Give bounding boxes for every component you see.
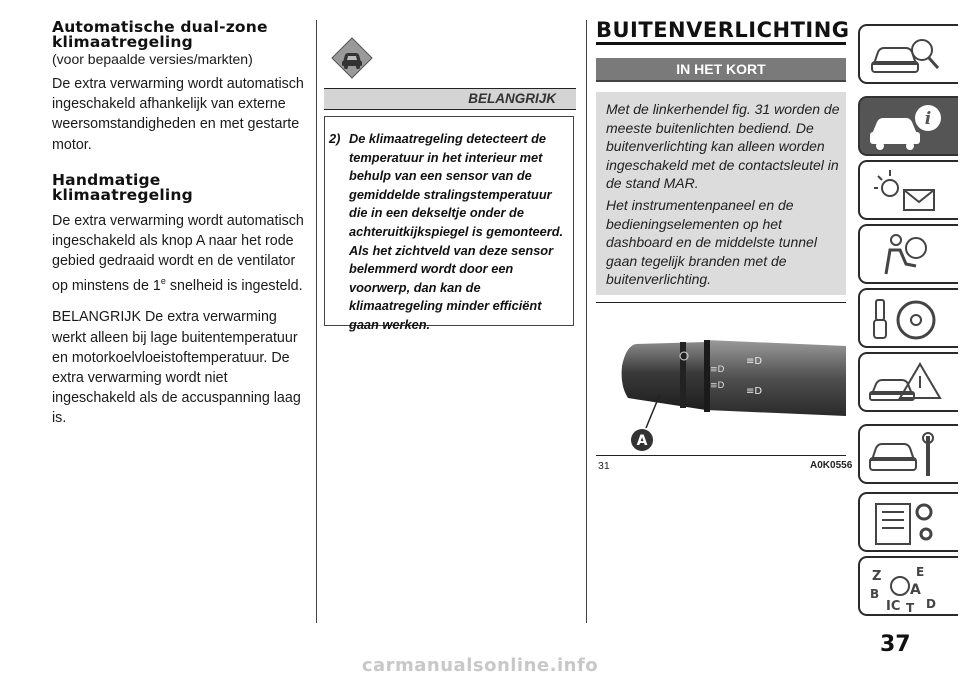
column-divider-2 (586, 20, 587, 623)
svg-text:≡D: ≡D (710, 381, 725, 391)
figure-number: 31 (598, 460, 610, 472)
svg-text:i: i (924, 109, 932, 129)
car-search-icon (866, 30, 946, 82)
paragraph-important: BELANGRIJK De extra verwarming werkt alleen bij lage buitentemperatuur en motorkoelvloeistoftemperatuur. De extra verwarming wordt niet ingeschakeld als de accuspanning laag is. (52, 309, 301, 427)
light-stalk-figure (596, 306, 846, 454)
figure-top-rule (596, 302, 846, 303)
svg-text:T: T (906, 601, 915, 614)
in-het-kort-header (596, 58, 846, 82)
tab-technical-data[interactable] (858, 492, 958, 552)
watermark: carmanualsonline.info (361, 655, 599, 676)
svg-text:D: D (926, 597, 936, 611)
paragraph-manual-climate: De extra verwarming wordt automatisch ingeschakeld als knop A naar het rode gebied gedraaid wordt en de ventilator op minstens de 1e snelheid is ingesteld. (52, 212, 304, 295)
svg-text:E: E (916, 565, 925, 579)
car-maintenance-icon (866, 430, 946, 482)
column-divider-1 (316, 20, 317, 623)
tab-car-search[interactable] (858, 24, 958, 84)
important-note (329, 130, 571, 335)
note-text: De klimaatregeling detecteert de temperatuur in het interieur met behulp van een sensor van de gemiddelde stralingstemperatuur die in een dekseltje onder de achteruitkijkspiegel is gemonteerd. Als het zichtveld van deze sensor belemmerd wordt door een voorwerp, dan kan de klimaatregeling minder efficiënt gaan werken. (349, 131, 564, 332)
page-number: 37 (880, 632, 911, 657)
title-underline (596, 42, 846, 45)
summary-box (596, 92, 846, 295)
tab-key-steering[interactable] (858, 288, 958, 348)
tab-alphabetical-index[interactable] (858, 556, 958, 616)
heading-manual-climate: Handmatige klimaatregeling (52, 170, 193, 204)
key-steering-wheel-icon (866, 294, 946, 346)
summary-paragraph-2: Het instrumentenpaneel en de bedieningselementen op het dashboard en de middelste tunnel gaan tegelijk branden met de buitenverlichting. (606, 197, 817, 287)
tab-car-emergency[interactable] (858, 352, 958, 412)
car-info-icon (866, 102, 946, 154)
figure-callout-a: A (636, 433, 648, 449)
technical-data-icon (866, 498, 946, 550)
svg-text:A: A (910, 582, 921, 598)
svg-text:≡D: ≡D (746, 356, 763, 367)
alphabetical-index-icon (866, 562, 946, 614)
heading-dual-zone-subtitle: (voor bepaalde versies/markten) (52, 51, 253, 67)
svg-text:≡D: ≡D (746, 386, 763, 397)
tab-airbag-seat[interactable] (858, 224, 958, 284)
left-column (52, 20, 306, 440)
tab-car-maintenance[interactable] (858, 424, 958, 484)
note-number: 2) (329, 131, 341, 146)
paragraph-dual-zone: De extra verwarming wordt automatisch ingeschakeld afhankelijk van externe weersomstandigheden en met gestarte motor. (52, 76, 304, 153)
heading-dual-zone: Automatische dual-zone klimaatregeling (52, 18, 268, 51)
section-title: BUITENVERLICHTING (596, 18, 850, 42)
car-emergency-icon (866, 358, 946, 410)
in-het-kort-title: IN HET KORT (676, 61, 766, 77)
warning-lights-icon (866, 166, 946, 218)
airbag-seat-icon (866, 230, 946, 282)
svg-text:≡D: ≡D (710, 365, 725, 375)
svg-text:B: B (870, 587, 880, 601)
figure-bottom-rule (596, 455, 846, 456)
svg-text:IC: IC (886, 599, 901, 614)
tab-warning-lights[interactable] (858, 160, 958, 220)
important-header (324, 88, 576, 110)
caution-car-icon (330, 36, 374, 80)
tab-car-info[interactable] (858, 96, 958, 156)
figure-code: A0K0556 (810, 460, 853, 471)
svg-text:Z: Z (872, 569, 882, 584)
important-title: BELANGRIJK (468, 91, 556, 106)
summary-paragraph-1: Met de linkerhendel fig. 31 worden de meeste buitenlichten bediend. De buitenverlichting kan alleen worden ingeschakeld met de contactsleutel in de stand MAR. (606, 101, 840, 191)
